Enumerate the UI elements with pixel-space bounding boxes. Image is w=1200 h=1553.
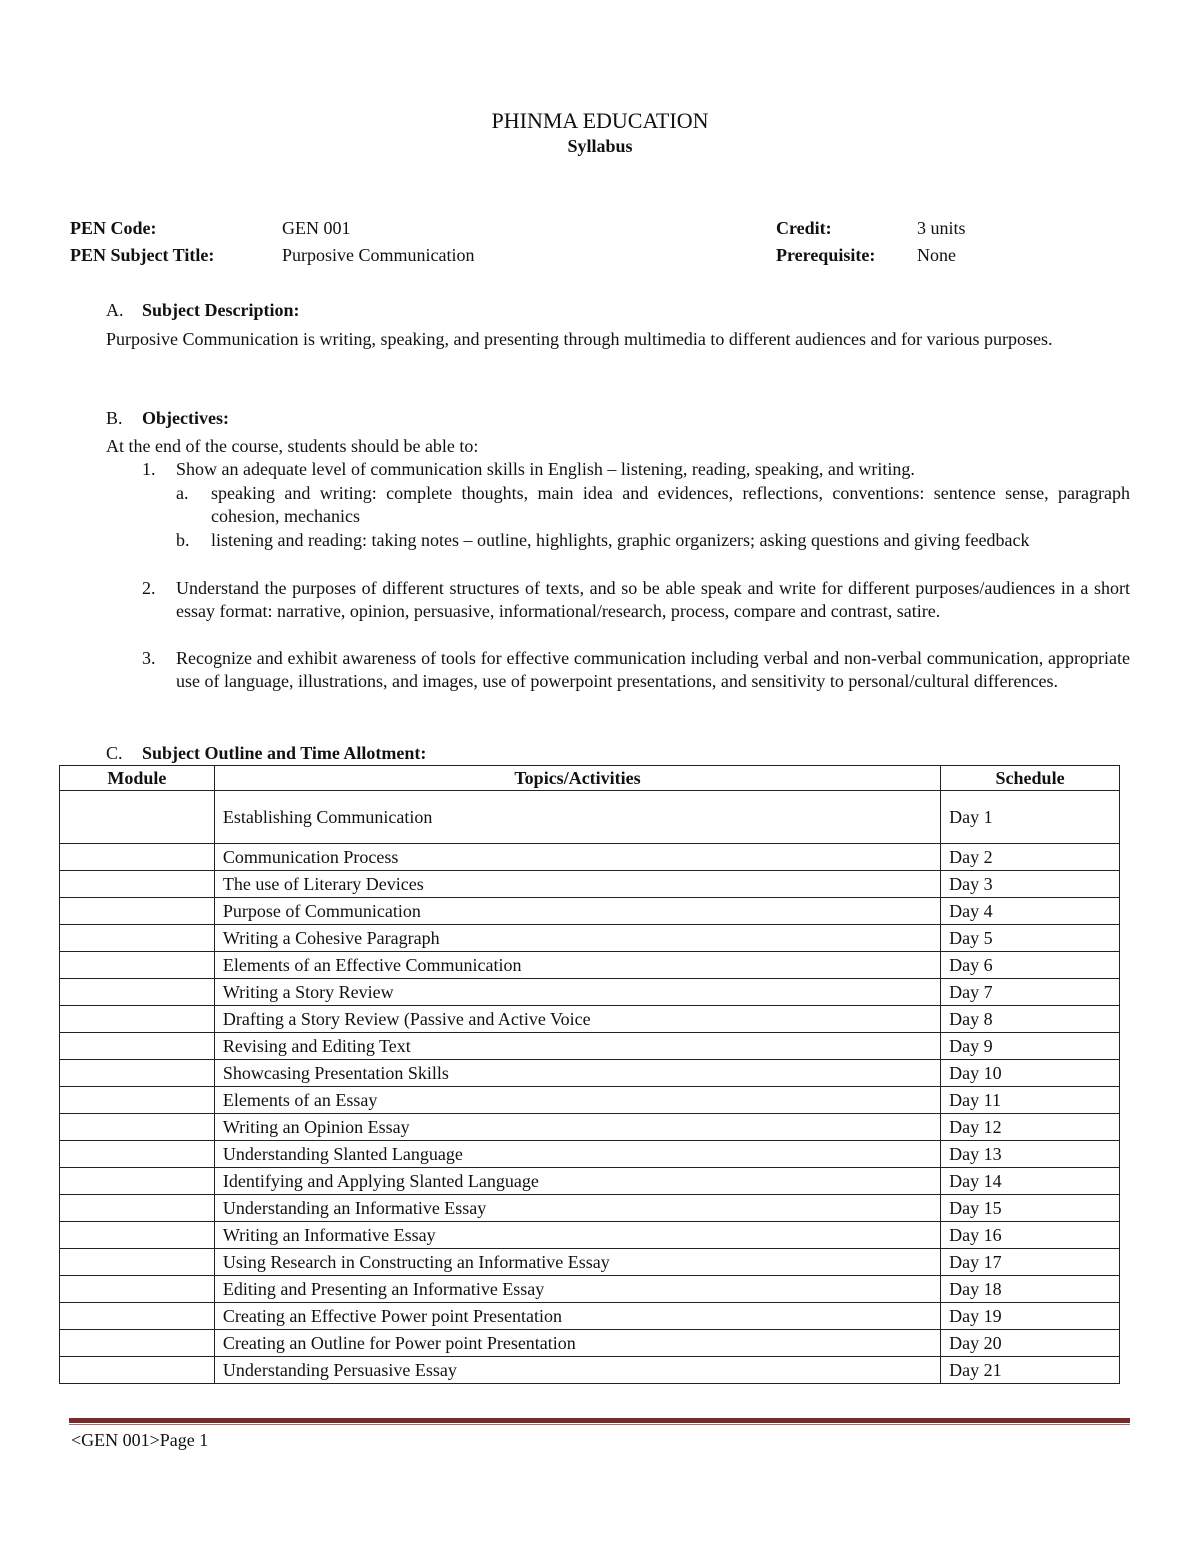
table-row bbox=[60, 1006, 1120, 1033]
header-schedule: Schedule bbox=[941, 766, 1120, 791]
table-row bbox=[60, 1114, 1120, 1141]
objective-item bbox=[142, 577, 1130, 623]
table-row bbox=[60, 1249, 1120, 1276]
schedule-cell: Day 3 bbox=[941, 871, 1120, 898]
schedule-cell: Day 19 bbox=[941, 1303, 1120, 1330]
objectives-intro: At the end of the course, students should be able to: bbox=[106, 436, 479, 456]
subitem-letter: a. bbox=[176, 483, 189, 503]
schedule-cell: Day 20 bbox=[941, 1330, 1120, 1357]
module-cell bbox=[60, 1222, 215, 1249]
topic-cell: Creating an Outline for Power point Presentation bbox=[214, 1330, 940, 1357]
topic-cell: Creating an Effective Power point Presentation bbox=[214, 1303, 940, 1330]
module-cell bbox=[60, 952, 215, 979]
module-cell bbox=[60, 1249, 215, 1276]
table-row bbox=[60, 1033, 1120, 1060]
section-a-title: Subject Description: bbox=[142, 300, 300, 320]
schedule-cell: Day 16 bbox=[941, 1222, 1120, 1249]
table-row bbox=[60, 1222, 1120, 1249]
objective-number: 2. bbox=[142, 578, 156, 598]
header-topics: Topics/Activities bbox=[214, 766, 940, 791]
module-cell bbox=[60, 1033, 215, 1060]
schedule-cell: Day 6 bbox=[941, 952, 1120, 979]
section-b-marker: B. bbox=[106, 408, 123, 428]
schedule-cell: Day 12 bbox=[941, 1114, 1120, 1141]
objective-text: Recognize and exhibit awareness of tools for effective communication including verbal and non-verbal communication, appropriate use of language, illustrations, and images, use of powerpoint presentations, and sensitivity to personal/cultural differences. bbox=[176, 648, 1130, 691]
topic-cell: Elements of an Essay bbox=[214, 1087, 940, 1114]
schedule-cell: Day 9 bbox=[941, 1033, 1120, 1060]
module-cell bbox=[60, 1303, 215, 1330]
section-a-marker: A. bbox=[106, 300, 124, 320]
module-cell bbox=[60, 1141, 215, 1168]
section-c-title: Subject Outline and Time Allotment: bbox=[142, 743, 427, 763]
credit-value: 3 units bbox=[917, 218, 966, 238]
table-row bbox=[60, 791, 1120, 844]
table-row bbox=[60, 1330, 1120, 1357]
module-cell bbox=[60, 1276, 215, 1303]
schedule-cell: Day 13 bbox=[941, 1141, 1120, 1168]
module-cell bbox=[60, 898, 215, 925]
module-cell bbox=[60, 871, 215, 898]
prerequisite-value: None bbox=[917, 245, 956, 265]
schedule-cell: Day 21 bbox=[941, 1357, 1120, 1384]
module-cell bbox=[60, 1114, 215, 1141]
pen-code-label: PEN Code: bbox=[70, 218, 157, 238]
pen-code-value: GEN 001 bbox=[282, 218, 351, 238]
document-title: PHINMA EDUCATION bbox=[491, 108, 709, 133]
schedule-cell: Day 2 bbox=[941, 844, 1120, 871]
header-module: Module bbox=[60, 766, 215, 791]
schedule-cell: Day 4 bbox=[941, 898, 1120, 925]
table-row bbox=[60, 1195, 1120, 1222]
table-row bbox=[60, 1276, 1120, 1303]
objective-subitem bbox=[176, 529, 1130, 552]
table-row bbox=[60, 1141, 1120, 1168]
subject-description: Purposive Communication is writing, speaking, and presenting through multimedia to different audiences and for various purposes. bbox=[106, 329, 1053, 349]
subject-title-value: Purposive Communication bbox=[282, 245, 475, 265]
schedule-cell: Day 5 bbox=[941, 925, 1120, 952]
topic-cell: Showcasing Presentation Skills bbox=[214, 1060, 940, 1087]
table-row bbox=[60, 1060, 1120, 1087]
module-cell bbox=[60, 1168, 215, 1195]
objective-number: 3. bbox=[142, 648, 156, 668]
topic-cell: Editing and Presenting an Informative Essay bbox=[214, 1276, 940, 1303]
topic-cell: The use of Literary Devices bbox=[214, 871, 940, 898]
topic-cell: Writing a Cohesive Paragraph bbox=[214, 925, 940, 952]
topic-cell: Writing an Opinion Essay bbox=[214, 1114, 940, 1141]
objective-item bbox=[142, 458, 1130, 481]
table-row bbox=[60, 925, 1120, 952]
objective-item bbox=[142, 647, 1130, 693]
topic-cell: Identifying and Applying Slanted Language bbox=[214, 1168, 940, 1195]
prerequisite-label: Prerequisite: bbox=[776, 245, 876, 265]
topic-cell: Writing an Informative Essay bbox=[214, 1222, 940, 1249]
section-b-heading bbox=[106, 408, 229, 429]
module-cell bbox=[60, 1060, 215, 1087]
module-cell bbox=[60, 1195, 215, 1222]
topic-cell: Communication Process bbox=[214, 844, 940, 871]
topic-cell: Understanding Persuasive Essay bbox=[214, 1357, 940, 1384]
schedule-cell: Day 8 bbox=[941, 1006, 1120, 1033]
table-row bbox=[60, 952, 1120, 979]
schedule-cell: Day 17 bbox=[941, 1249, 1120, 1276]
topic-cell: Drafting a Story Review (Passive and Active Voice bbox=[214, 1006, 940, 1033]
subject-title-label: PEN Subject Title: bbox=[70, 245, 215, 265]
footer-rule-thin bbox=[69, 1424, 1130, 1425]
topic-cell: Establishing Communication bbox=[214, 791, 940, 844]
module-cell bbox=[60, 1087, 215, 1114]
subject-outline-table bbox=[59, 765, 1120, 1384]
subitem-text: listening and reading: taking notes – outline, highlights, graphic organizers; asking questions and giving feedback bbox=[211, 530, 1030, 550]
section-c-marker: C. bbox=[106, 743, 123, 763]
document-subtitle: Syllabus bbox=[567, 136, 633, 156]
module-cell bbox=[60, 925, 215, 952]
table-row bbox=[60, 1087, 1120, 1114]
schedule-cell: Day 11 bbox=[941, 1087, 1120, 1114]
objective-number: 1. bbox=[142, 459, 156, 479]
module-cell bbox=[60, 979, 215, 1006]
module-cell bbox=[60, 844, 215, 871]
table-row bbox=[60, 844, 1120, 871]
table-row bbox=[60, 1303, 1120, 1330]
module-cell bbox=[60, 791, 215, 844]
objective-text: Show an adequate level of communication skills in English – listening, reading, speaking, and writing. bbox=[176, 459, 915, 479]
section-b-title: Objectives: bbox=[142, 408, 229, 428]
module-cell bbox=[60, 1330, 215, 1357]
schedule-cell: Day 14 bbox=[941, 1168, 1120, 1195]
subitem-letter: b. bbox=[176, 530, 190, 550]
topic-cell: Writing a Story Review bbox=[214, 979, 940, 1006]
module-cell bbox=[60, 1006, 215, 1033]
subitem-text: speaking and writing: complete thoughts, main idea and evidences, reflections, conventions: sentence sense, paragraph cohesion, mechanics bbox=[211, 483, 1130, 526]
table-row bbox=[60, 871, 1120, 898]
objective-text: Understand the purposes of different structures of texts, and so be able speak and write for different purposes/audiences in a short essay format: narrative, opinion, persuasive, informational/research, process, compare and contrast, satire. bbox=[176, 578, 1130, 621]
objective-subitem bbox=[176, 482, 1130, 528]
schedule-cell: Day 18 bbox=[941, 1276, 1120, 1303]
table-row bbox=[60, 1168, 1120, 1195]
table-row bbox=[60, 1357, 1120, 1384]
topic-cell: Using Research in Constructing an Informative Essay bbox=[214, 1249, 940, 1276]
table-row bbox=[60, 979, 1120, 1006]
schedule-cell: Day 1 bbox=[941, 791, 1120, 844]
section-a-heading bbox=[106, 300, 299, 321]
schedule-cell: Day 15 bbox=[941, 1195, 1120, 1222]
topic-cell: Purpose of Communication bbox=[214, 898, 940, 925]
schedule-cell: Day 10 bbox=[941, 1060, 1120, 1087]
topic-cell: Understanding an Informative Essay bbox=[214, 1195, 940, 1222]
topic-cell: Revising and Editing Text bbox=[214, 1033, 940, 1060]
module-cell bbox=[60, 1357, 215, 1384]
topic-cell: Understanding Slanted Language bbox=[214, 1141, 940, 1168]
table-header-row bbox=[60, 766, 1120, 791]
footer-rule bbox=[69, 1418, 1130, 1423]
section-c-heading bbox=[106, 743, 426, 764]
credit-label: Credit: bbox=[776, 218, 832, 238]
table-row bbox=[60, 898, 1120, 925]
page-footer: <GEN 001>Page 1 bbox=[71, 1430, 209, 1450]
topic-cell: Elements of an Effective Communication bbox=[214, 952, 940, 979]
schedule-cell: Day 7 bbox=[941, 979, 1120, 1006]
